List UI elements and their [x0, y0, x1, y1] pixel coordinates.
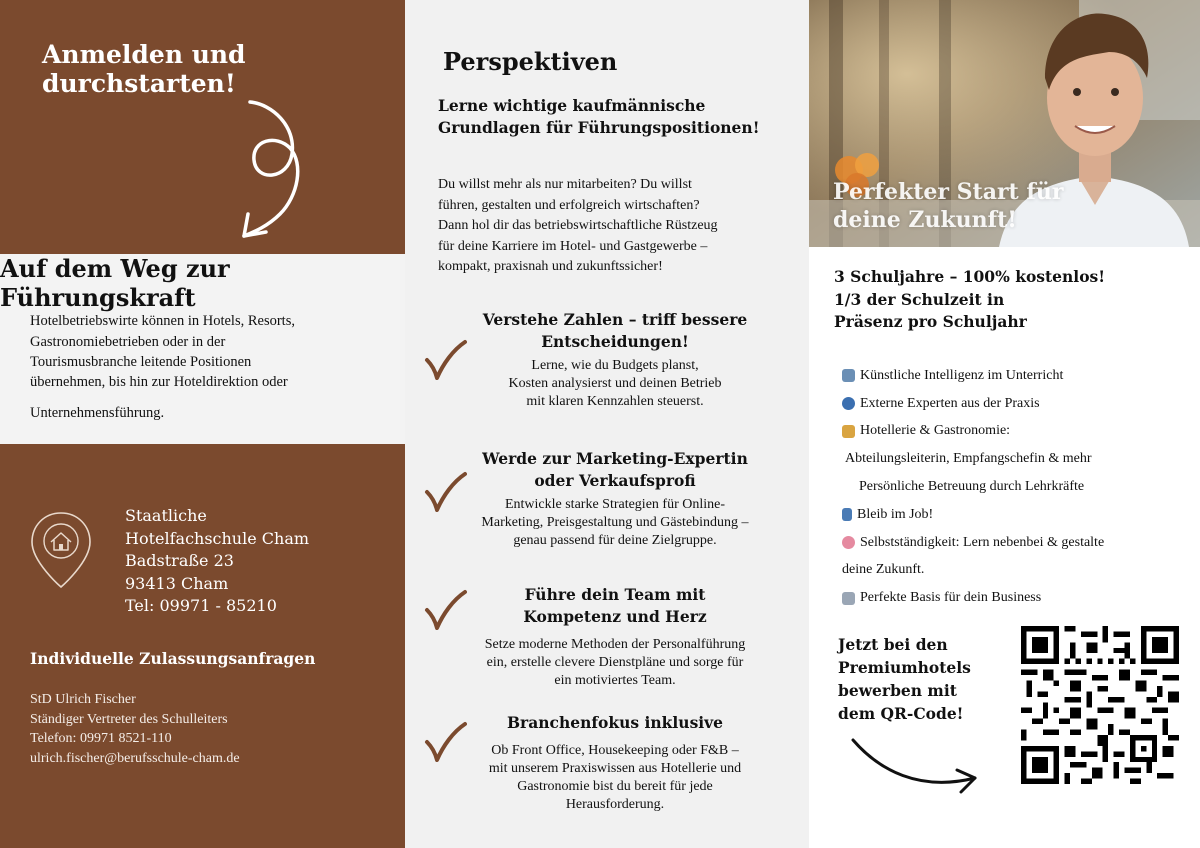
right-panel — [809, 0, 1200, 848]
school-phone: Tel: 09971 - 85210 — [125, 596, 277, 615]
brain-icon — [842, 536, 855, 549]
benefit-item: Bleib im Job! — [842, 501, 1187, 529]
perspectives-title: Perspektiven — [443, 47, 618, 76]
perspectives-subtitle: Lerne wichtige kaufmännische Grundlagen für Führungspositionen! — [438, 96, 760, 137]
career-title: Auf dem Weg zur Führungskraft — [0, 254, 230, 312]
man-icon — [842, 508, 852, 521]
benefit-item: Persönliche Betreuung durch Lehrkräfte — [859, 479, 1085, 495]
benefit-item: deine Zukunft. — [842, 562, 925, 578]
admissions-title: Individuelle Zulassungsanfragen — [30, 649, 316, 668]
contact-block — [30, 690, 240, 768]
hero-title: Perfekter Start für deine Zukunft! — [833, 179, 1064, 233]
contact-phone: Telefon: 09971 8521-110 — [30, 731, 172, 746]
people-icon — [842, 397, 855, 410]
feature-industry-focus: Branchenfokus inklusive Ob Front Office, Housekeeping oder F&B – mit unserem Praxiswissen aus Hotellerie und Gastronomie bist du bereit für jede Herausforderung. — [488, 713, 742, 812]
office-icon — [842, 592, 855, 605]
benefit-item: Abteilungsleiterin, Empfangschefin & mehr — [845, 451, 1092, 467]
middle-panel — [405, 0, 809, 848]
contact-email-link[interactable]: ulrich.fischer@berufsschule-cham.de — [30, 750, 240, 766]
swirl-arrow-icon — [232, 96, 312, 241]
hero-photo — [809, 0, 1200, 247]
location-pin-icon — [28, 510, 94, 590]
headline-line-2: durchstarten! — [42, 69, 236, 98]
feature-numbers: Verstehe Zahlen – triff bessere Entscheidungen! Lerne, wie du Budgets planst, Kosten analysierst und deinen Betrieb mit klaren Kennzahlen steuerst. — [482, 310, 748, 409]
benefit-item: Selbstständigkeit: Lern nebenbei & gestalte — [842, 529, 1187, 557]
headline-line-1: Anmelden und — [42, 40, 246, 69]
feature-marketing: Werde zur Marketing-Expertin oder Verkaufsprofi Entwickle starke Strategien für Online- Marketing, Preisgestaltung und Gästebindung – genau passend für deine Zielgruppe. — [481, 449, 749, 548]
school-address: Staatliche Hotelfachschule Cham Badstraße 23 93413 Cham Tel: 09971 - 85210 — [125, 505, 309, 618]
benefit-item: Künstliche Intelligenz im Unterricht — [842, 362, 1187, 390]
curved-arrow-icon — [849, 730, 984, 800]
qr-code[interactable] — [1021, 626, 1179, 784]
robot-icon — [842, 369, 855, 382]
free-program-info: 3 Schuljahre – 100% kostenlos! 1/3 der Schulzeit in Präsenz pro Schuljahr — [834, 267, 1106, 331]
feature-team: Führe dein Team mit Kompetenz und Herz Setze moderne Methoden der Personalführung ein, erstelle clevere Dienstpläne und sorge für ein motiviertes Team. — [484, 585, 746, 688]
benefit-item: Externe Experten aus der Praxis — [842, 390, 1187, 418]
benefit-item: Hotellerie & Gastronomie: — [842, 418, 1187, 446]
contact-role: Ständiger Vertreter des Schulleiters — [30, 711, 228, 727]
perspectives-intro: Du willst mehr als nur mitarbeiten? Du willst führen, gestalten und erfolgreich wirtschaften? Dann hol dir das betriebswirtschaftliche Rüstzeug für deine Karriere im Hotel- und Gastgewerbe – kompakt, praxisnah und zukunftssicher! — [438, 177, 718, 274]
left-panel — [0, 0, 405, 848]
career-text: Hotelbetriebswirte können in Hotels, Resorts, Gastronomiebetrieben oder in der Tourismusbranche leitende Positionen übernehmen, bis hin zur Hoteldirektion oder Unternehmensführung. — [30, 313, 295, 421]
benefit-item: Perfekte Basis für dein Business — [842, 584, 1187, 612]
contact-name: StD Ulrich Fischer — [30, 692, 136, 707]
signup-headline — [42, 40, 302, 98]
benefits-list — [842, 362, 1187, 612]
qr-call-to-action: Jetzt bei den Premiumhotels bewerben mit dem QR-Code! — [838, 635, 971, 723]
hotel-icon — [842, 425, 855, 438]
signup-banner — [0, 0, 405, 254]
